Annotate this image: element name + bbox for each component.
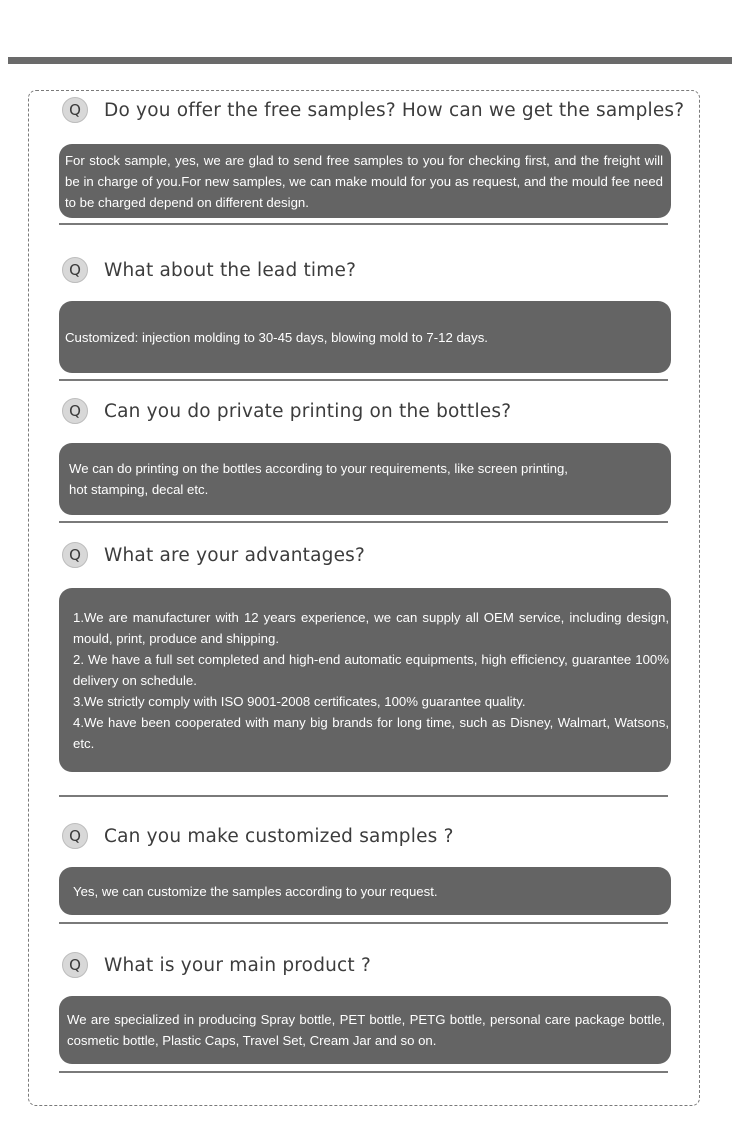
faq-answer-box xyxy=(59,301,671,373)
q-badge-icon: Q xyxy=(62,398,88,424)
faq-question: Can you make customized samples ? xyxy=(104,825,454,847)
faq-question-row xyxy=(62,95,684,125)
faq-divider xyxy=(59,795,668,797)
faq-divider xyxy=(59,1071,668,1073)
faq-divider xyxy=(59,223,668,225)
faq-question-row xyxy=(62,396,511,426)
faq-divider xyxy=(59,521,668,523)
faq-answer-box xyxy=(59,867,671,915)
faq-question-row xyxy=(62,950,371,980)
faq-question-row xyxy=(62,821,454,851)
faq-divider xyxy=(59,379,668,381)
faq-answer-box xyxy=(59,996,671,1064)
q-badge-icon: Q xyxy=(62,542,88,568)
faq-answer-text: 4.We have been cooperated with many big brands for long time, such as Disney, Walmart, Watsons, etc. xyxy=(73,714,669,751)
faq-answer-text: 1.We are manufacturer with 12 years experience, we can supply all OEM service, including design, mould, print, produce and shipping. xyxy=(73,609,669,646)
faq-answer-text: 3.We strictly comply with ISO 9001-2008 certificates, 100% guarantee quality. xyxy=(73,693,526,709)
faq-answer-text: Yes, we can customize the samples according to your request. xyxy=(73,883,438,899)
q-badge-icon: Q xyxy=(62,97,88,123)
faq-question-row xyxy=(62,540,365,570)
faq-answer-text: We can do printing on the bottles according to your requirements, like screen printing, xyxy=(69,461,568,476)
q-badge-icon: Q xyxy=(62,823,88,849)
faq-question-row xyxy=(62,255,356,285)
faq-answer-text: hot stamping, decal etc. xyxy=(69,482,209,497)
q-badge-icon: Q xyxy=(62,257,88,283)
header-divider-bar xyxy=(8,57,732,64)
faq-question: Do you offer the free samples? How can we get the samples? xyxy=(104,99,685,121)
faq-answer-box xyxy=(59,443,671,515)
faq-answer-box xyxy=(59,588,671,772)
faq-answer-text: For stock sample, yes, we are glad to send free samples to you for checking first, and the freight will be in charge of you.For new samples, we can make mould for you as request, and the mould fee need to be charged depend on different design. xyxy=(65,152,663,210)
faq-answer-text: Customized: injection molding to 30-45 days, blowing mold to 7-12 days. xyxy=(65,329,488,345)
faq-answer-box xyxy=(59,144,671,218)
faq-answer-text: 2. We have a full set completed and high-end automatic equipments, high efficiency, guarantee 100% delivery on schedule. xyxy=(73,651,669,688)
faq-answer-text: We are specialized in producing Spray bottle, PET bottle, PETG bottle, personal care package bottle, cosmetic bottle, Plastic Caps, Travel Set, Cream Jar and so on. xyxy=(67,1012,665,1048)
faq-question: What is your main product ? xyxy=(104,954,371,976)
faq-question: Can you do private printing on the bottles? xyxy=(104,400,512,422)
faq-question: What about the lead time? xyxy=(104,259,357,281)
q-badge-icon: Q xyxy=(62,952,88,978)
faq-divider xyxy=(59,922,668,924)
faq-question: What are your advantages? xyxy=(104,544,366,566)
